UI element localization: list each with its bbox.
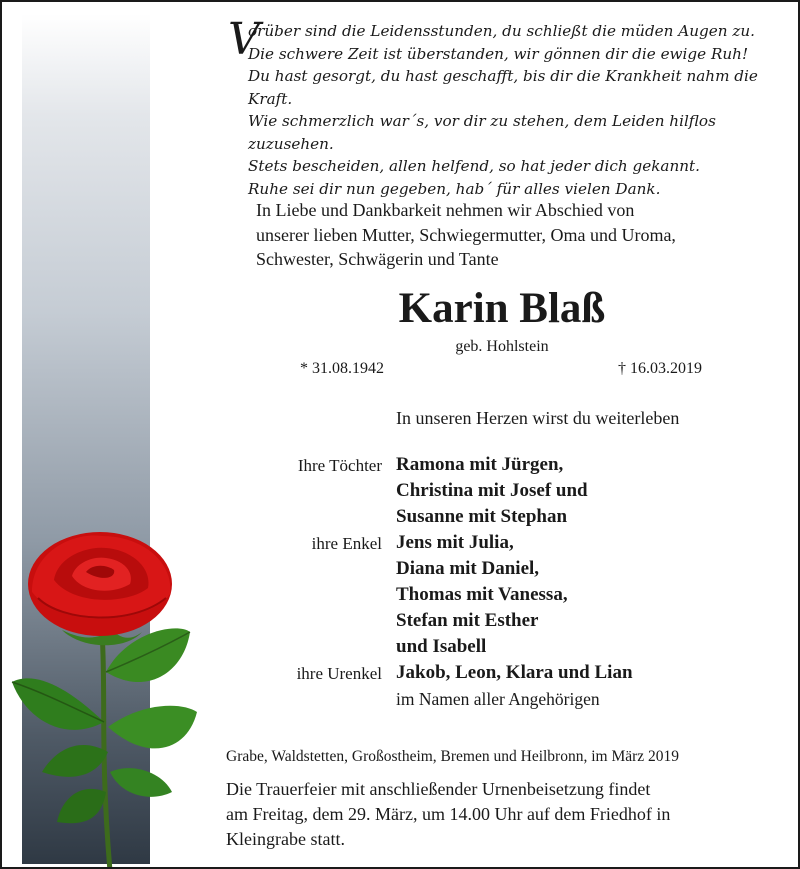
family-group-grandchildren — [152, 530, 792, 660]
place-date: Grabe, Waldstetten, Großostheim, Bremen und Heilbronn, im März 2019 — [226, 748, 680, 765]
family-list — [152, 452, 792, 712]
poem-line: Die schwere Zeit ist überstanden, wir gönnen dir die ewige Ruh! — [248, 44, 749, 63]
family-label: ihre Urenkel — [296, 664, 382, 683]
birth-date: * 31.08.1942 — [300, 360, 384, 377]
family-member: Jakob, Leon, Klara und Lian — [396, 662, 633, 683]
poem-dropcap: V — [228, 14, 260, 65]
motto: In unseren Herzen wirst du weiterleben — [396, 408, 680, 428]
farewell-intro — [256, 198, 786, 272]
poem-line: Wie schmerzlich war´s, vor dir zu stehen, dem Leiden hilflos zuzusehen. — [248, 112, 716, 153]
death-date: † 16.03.2019 — [618, 360, 702, 377]
funeral-line: Kleingrabe statt. — [226, 829, 345, 849]
family-label: ihre Enkel — [311, 534, 382, 553]
poem-line: Ruhe sei dir nun gegeben, hab´ für alles vielen Dank. — [248, 179, 661, 198]
intro-line: Schwester, Schwägerin und Tante — [256, 249, 499, 269]
family-member: Jens mit Julia, — [396, 532, 514, 553]
family-member: Thomas mit Vanessa, — [396, 584, 568, 605]
family-member: Susanne mit Stephan — [396, 506, 568, 527]
family-member: und Isabell — [396, 636, 487, 657]
intro-line: In Liebe und Dankbarkeit nehmen wir Abschied von — [256, 200, 635, 220]
deceased-name: Karin Blaß — [398, 285, 606, 332]
closing-line: im Namen aller Angehörigen — [396, 689, 600, 709]
poem-line: Du hast gesorgt, du hast geschafft, bis dir die Krankheit nahm die Kraft. — [248, 67, 758, 108]
funeral-notice — [226, 777, 786, 852]
family-member: Stefan mit Esther — [396, 610, 539, 631]
intro-line: unserer lieben Mutter, Schwiegermutter, Oma und Uroma, — [256, 224, 676, 245]
poem-line: Stets bescheiden, allen helfend, so hat jeder dich gekannt. — [248, 157, 700, 175]
poem — [228, 14, 788, 200]
family-group-great-grandchildren — [152, 660, 792, 686]
poem-line: orüber sind die Leidensstunden, du schließt die müden Augen zu. — [248, 22, 755, 40]
family-group-daughters — [152, 452, 792, 530]
funeral-line: Die Trauerfeier mit anschließender Urnenbeisetzung findet — [226, 779, 651, 799]
family-member: Ramona mit Jürgen, — [396, 454, 564, 475]
family-label: Ihre Töchter — [297, 456, 382, 475]
maiden-name: geb. Hohlstein — [455, 338, 549, 355]
funeral-line: am Freitag, dem 29. März, um 14.00 Uhr auf dem Friedhof in — [226, 804, 671, 824]
family-member: Diana mit Daniel, — [396, 558, 540, 579]
family-member: Christina mit Josef und — [396, 480, 588, 501]
